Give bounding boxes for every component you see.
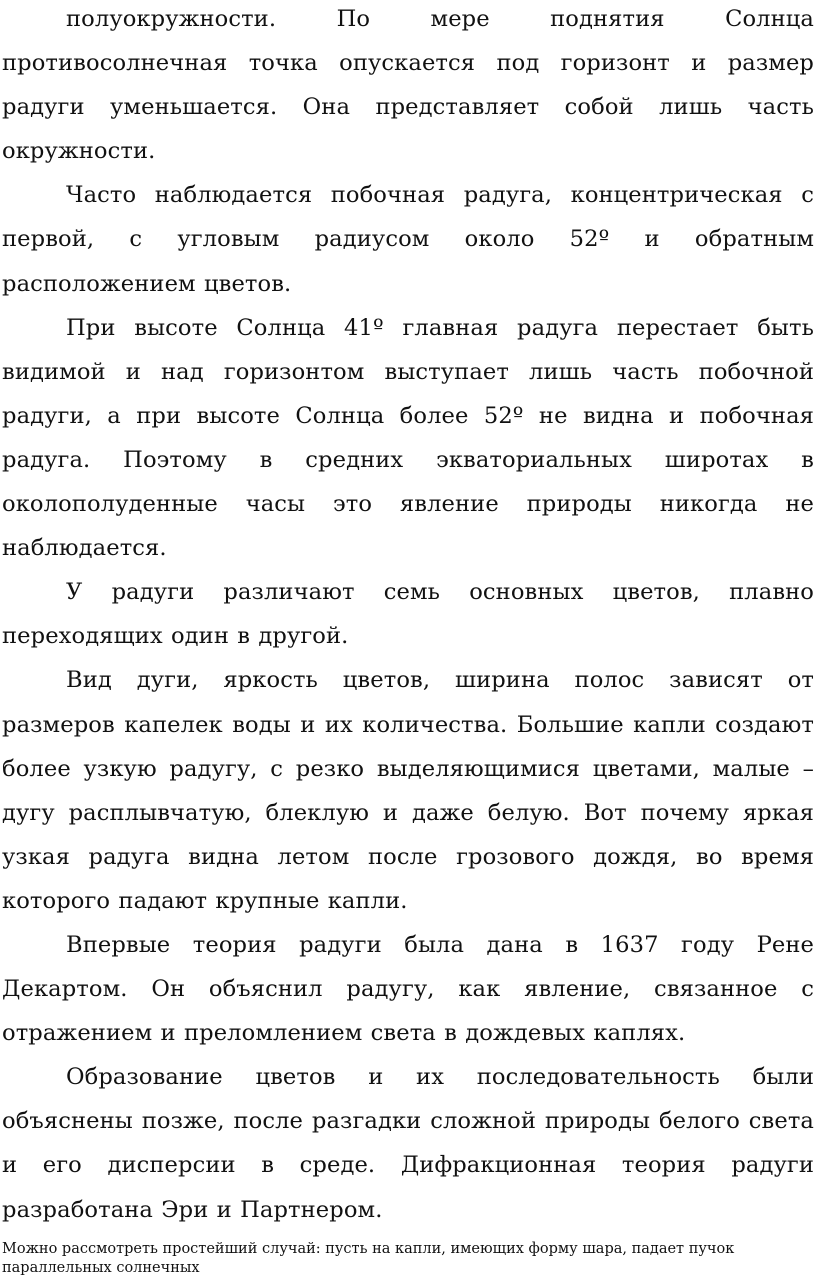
paragraph-1: полуокружности. По мере поднятия Солнца противосолнечная точка опускается под горизонт и размер радуги уменьшается. Она представляет собой лишь часть окружности. [2, 6, 814, 165]
footnote-text: Можно рассмотреть простейший случай: пусть на капли, имеющих форму шара, падает пучок параллельных солнечных [2, 1241, 735, 1276]
paragraph-7: Образование цветов и их последовательность были объяснены позже, после разгадки сложной природы белого света и его дисперсии в среде. Дифракционная теория радуги разработана Эри и Партнером. [2, 1064, 814, 1223]
paragraph-4: У радуги различают семь основных цветов, плавно переходящих один в другой. [2, 579, 814, 650]
paragraph-5: Вид дуги, яркость цветов, ширина полос зависят от размеров капелек воды и их количества. Большие капли создают более узкую радугу, с резко выделяющимися цветами, малые – дугу расплывчатую, блеклую и даже белую. Вот почему яркая узкая радуга видна летом после грозового дождя, во время которого падают крупные капли. [2, 667, 814, 914]
paragraph-3: При высоте Солнца 41º главная радуга перестает быть видимой и над горизонтом выступает лишь часть побочной радуги, а при высоте Солнца более 52º не видна и побочная радуга. Поэтому в средних экваториальных широтах в околополуденные часы это явление природы никогда не наблюдается. [2, 314, 814, 562]
paragraph-6: Впервые теория радуги была дана в 1637 году Рене Декартом. Он объяснил радугу, как явление, связанное с отражением и преломлением света в дождевых каплях. [2, 931, 814, 1047]
paragraph-2: Часто наблюдается побочная радуга, концентрическая с первой, с угловым радиусом около 52º и обратным расположением цветов. [2, 182, 814, 297]
